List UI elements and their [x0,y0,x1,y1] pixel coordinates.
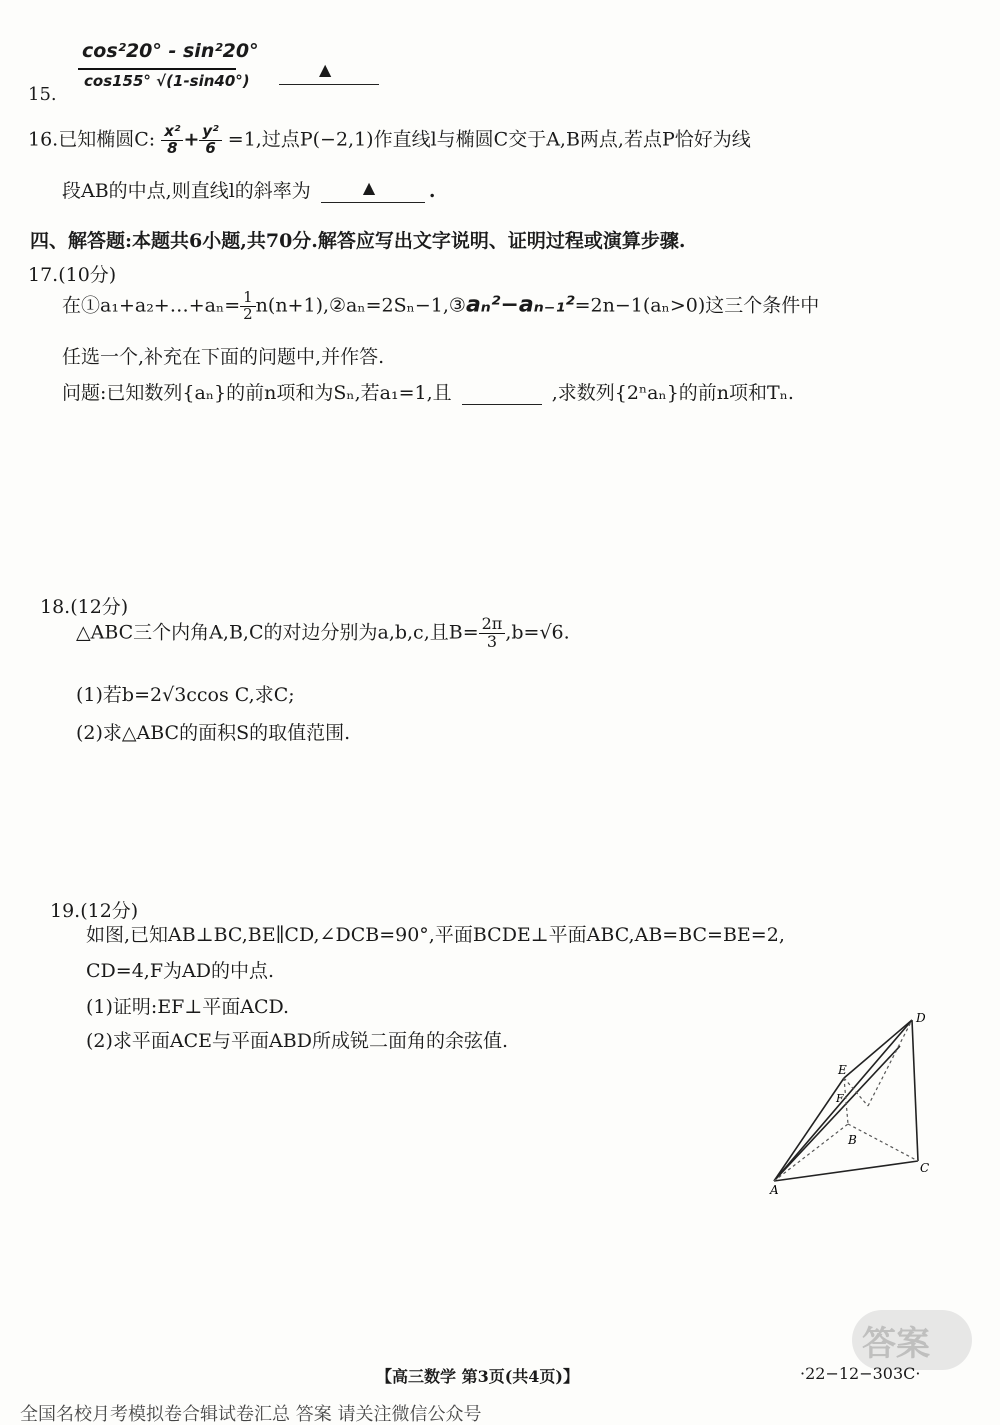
geometry-figure [760,1006,940,1196]
q18-part1: (1)若b=2√3ccos C,求C; [76,684,295,706]
q18-line1-suffix: ,b=√6. [505,621,570,644]
period: . [428,180,436,202]
fraction-two-pi-thirds: $\frac{2\pi}{3}$ [479,616,506,651]
fraction-x: $\frac{\text{x²}}{8}$ [161,124,183,157]
label-C: C [920,1161,930,1175]
fraction-y: $\frac{\text{y²}}{6}$ [199,124,221,157]
q17-line3-prefix: 问题:已知数列{aₙ}的前n项和为Sₙ,若a₁=1,且 [62,382,452,404]
page-footer: 【高三数学 第3页(共4页)】 [376,1367,579,1386]
q17-condition-1: 在①a₁+a₂+…+aₙ= [62,294,241,317]
question-head: 19.(12分) [50,900,139,922]
question-head: 17.(10分) [28,264,117,286]
q18-line1: △ABC三个内角A,B,C的对边分别为a,b,c,且B= [76,621,479,644]
watermark-logo [852,1310,972,1370]
q16-suffix: =1,过点P(−2,1)作直线l与椭圆C交于A,B两点,若点P恰好为线 [227,128,751,151]
section-heading: 四、解答题:本题共6小题,共70分.解答应写出文字说明、证明过程或演算步骤. [30,230,686,252]
triangle-icon: ▲ [319,60,332,79]
fraction-bar [78,68,236,70]
handwritten-condition-3: aₙ²−aₙ₋₁² [465,292,575,318]
watermark-text: 答案 [862,1324,930,1364]
q19-part1: (1)证明:EF⊥平面ACD. [86,996,290,1018]
q17-line3-suffix: ,求数列{2ⁿaₙ}的前n项和Tₙ. [551,382,794,404]
q18-part2: (2)求△ABC的面积S的取值范围. [76,722,351,744]
q16-prefix: 16.已知椭圆C: [28,128,156,151]
triangle-icon: ▲ [362,178,376,197]
label-E: E [838,1063,847,1077]
question-number: 15. [28,84,57,105]
answer-blank [275,62,383,85]
q17-line2: 任选一个,补充在下面的问题中,并作答. [62,346,385,368]
question-head: 18.(12分) [40,596,129,618]
fraction-half: $\frac{1}{2}$ [240,290,256,323]
plus-sign: + [183,128,200,151]
paper-code: ·22−12−303C· [800,1364,921,1383]
label-A: A [770,1183,779,1197]
answer-blank [321,180,425,203]
q16-line2: 段AB的中点,则直线l的斜率为 [62,180,311,202]
handwritten-denominator: cos155° √(1-sin40°) [84,72,250,90]
answer-blank [462,382,542,405]
cut-off-text: 全国名校月考模拟卷合辑试卷汇总 答案 请关注微信公众号 [20,1404,482,1425]
q19-part2: (2)求平面ACE与平面ABD所成锐二面角的余弦值. [86,1030,508,1052]
label-F: F [836,1092,844,1105]
handwritten-numerator: cos²20° - sin²20° [82,40,259,62]
q19-line1: 如图,已知AB⊥BC,BE∥CD,∠DCB=90°,平面BCDE⊥平面ABC,AB=BC=BE=2, [86,924,785,946]
q19-line2: CD=4,F为AD的中点. [86,960,274,982]
q17-condition-2: n(n+1),②aₙ=2Sₙ−1,③ [255,294,466,317]
cut-off-banner [0,1396,1000,1425]
q17-condition-3: =2n−1(aₙ>0)这三个条件中 [574,294,820,317]
label-D: D [916,1011,926,1025]
label-B: B [848,1133,857,1147]
